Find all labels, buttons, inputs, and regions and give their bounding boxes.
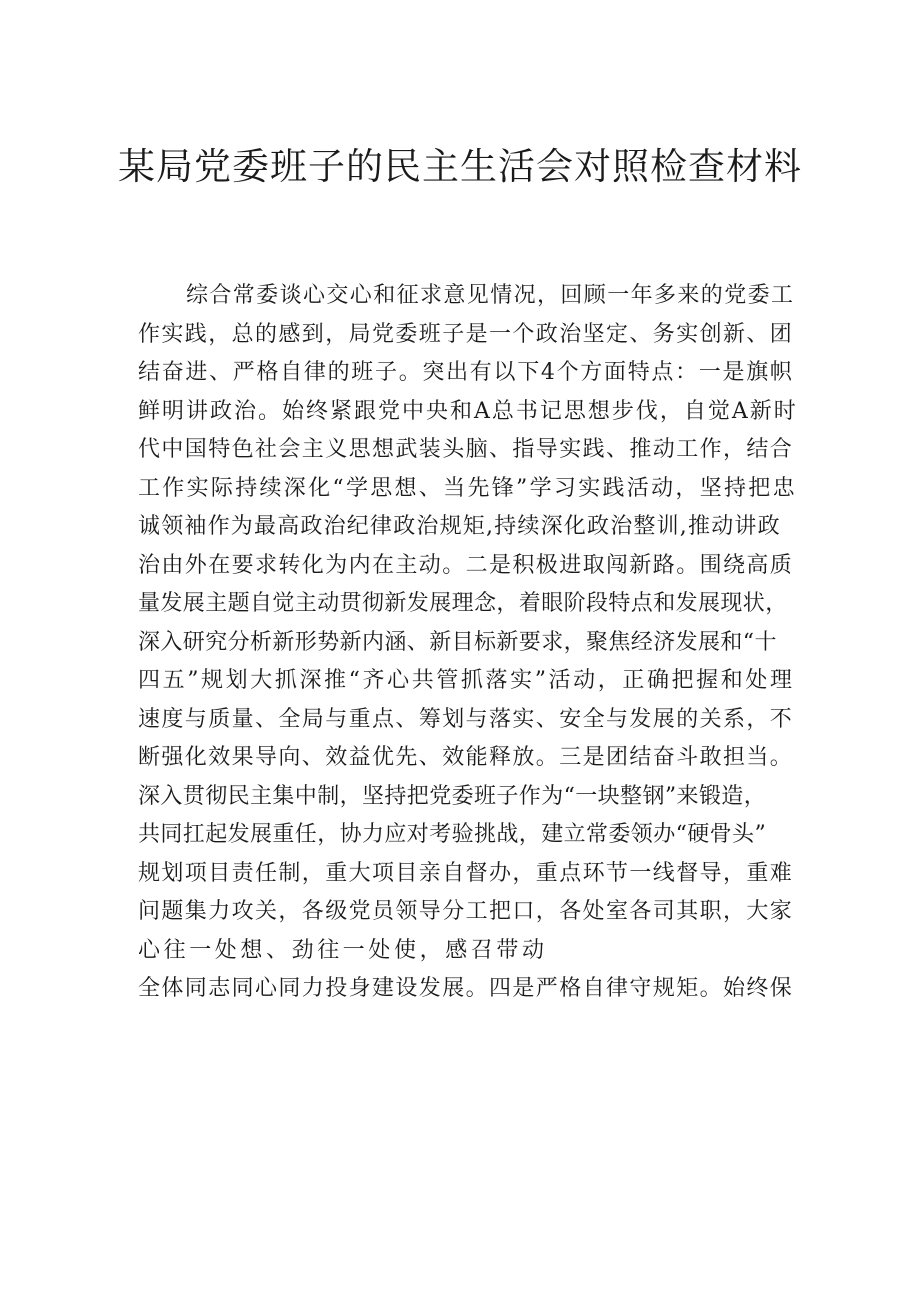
paragraph-line: 规划项目责任制，重大项目亲自督办，重点环节一线督导，重难 <box>138 860 794 886</box>
document-body <box>138 277 798 1009</box>
paragraph-line: 速度与质量、全局与重点、筹划与落实、安全与发展的关系，不 <box>138 706 794 732</box>
paragraph-line: 作实践，总的感到，局党委班子是一个政治坚定、务实创新、团 <box>138 321 794 347</box>
paragraph-line: 诚领袖作为最高政治纪律政治规矩,持续深化政治整训,推动讲政 <box>138 514 781 539</box>
paragraph-line: 心往一处想、劲往一处使，感召带动 <box>138 937 548 963</box>
paragraph-line: 代中国特色社会主义思想武装头脑、指导实践、推动工作，结合 <box>138 437 794 462</box>
paragraph-line: 断强化效果导向、效益优先、效能释放。三是团结奋斗敢担当。 <box>138 745 794 770</box>
paragraph-line: 结奋进、严格自律的班子。突出有以下4个方面特点：一是旗帜 <box>138 360 794 385</box>
paragraph-line: 共同扛起发展重任，协力应对考验挑战，建立常委领办“硬骨头” <box>138 822 767 847</box>
paragraph-line: 问题集力攻关，各级党员领导分工把口，各处室各司其职，大家 <box>138 899 794 924</box>
paragraph-line: 综合常委谈心交心和征求意见情况，回顾一年多来的党委工 <box>186 283 795 308</box>
document-title: 某局党委班子的民主生活会对照检查材料 <box>118 145 802 188</box>
paragraph-line: 四五”规划大抓深推“齐心共管抓落实”活动，正确把握和处理 <box>138 668 795 693</box>
paragraph-line: 全体同志同心同力投身建设发展。四是严格自律守规矩。始终保 <box>138 976 794 1001</box>
paragraph-line: 深入研究分析新形势新内涵、新目标新要求，聚焦经济发展和“十 <box>138 629 777 655</box>
paragraph-line: 工作实际持续深化“学思想、当先锋”学习实践活动，坚持把忠 <box>138 475 797 501</box>
paragraph-line: 深入贯彻民主集中制，坚持把党委班子作为“一块整钢”来锻造， <box>138 783 767 809</box>
paragraph-line: 治由外在要求转化为内在主动。二是积极进取闯新路。围绕高质 <box>138 552 794 578</box>
paragraph-line: 鲜明讲政治。始终紧跟党中央和A总书记思想步伐，自觉A新时 <box>138 398 798 424</box>
paragraph-line: 量发展主题自觉主动贯彻新发展理念，着眼阶段特点和发展现状， <box>138 591 788 616</box>
